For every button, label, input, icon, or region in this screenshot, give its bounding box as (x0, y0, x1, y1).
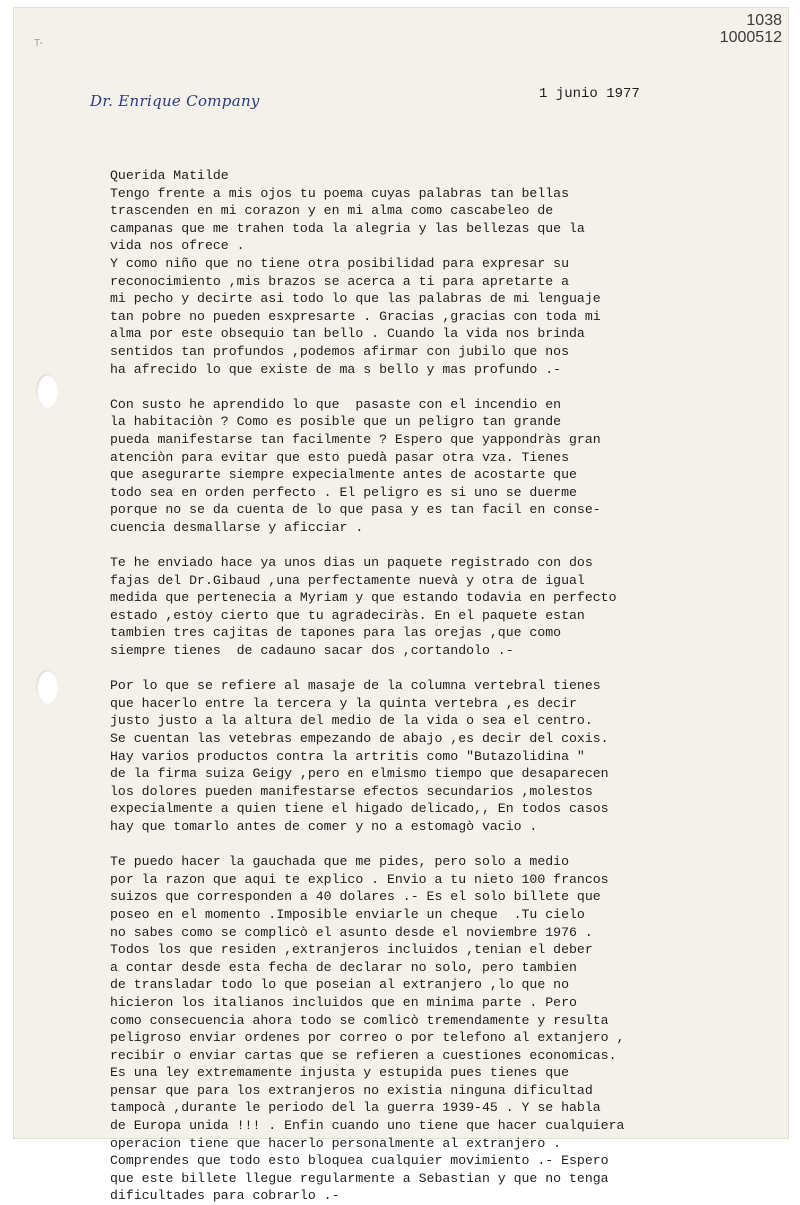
text-line: que este billete llegue regularmente a Sebastian y que no tenga (110, 1170, 609, 1186)
text-line: reconocimiento ,mis brazos se acerca a ti para apretarte a (110, 273, 569, 289)
text-line: Es una ley extremamente injusta y estupida pues tienes que (110, 1065, 569, 1081)
punch-hole-top (36, 374, 58, 408)
text-line: Con susto he aprendido lo que pasaste con el incendio en (110, 396, 562, 412)
text-line: de transladar todo lo que poseian al extranjero ,lo que no (110, 977, 569, 993)
paragraph (110, 167, 780, 378)
text-line: tampocà ,durante le periodo del la guerra 1939-45 . Y se habla (110, 1100, 601, 1116)
text-line: que hacerlo entre la tercera y la quinta vertebra ,es decir (110, 695, 577, 711)
text-line: operacion tiene que hacerlo personalmente al extranjero . (110, 1135, 562, 1151)
corner-pencil-mark: T- (34, 38, 43, 49)
text-line: como consecuencia ahora todo se comlicò tremendamente y resulta (110, 1012, 609, 1028)
punch-hole-bottom (36, 670, 58, 704)
text-line: de Europa unida !!! . Enfin cuando uno tiene que hacer cualquiera (110, 1118, 625, 1134)
text-line: a contar desde esta fecha de declarar no solo, pero tambien (110, 959, 577, 975)
text-line: Te he enviado hace ya unos dias un paquete registrado con dos (110, 555, 593, 571)
letterhead-signature: Dr. Enrique Company (90, 92, 260, 110)
text-line: trascenden en mi corazon y en mi alma como cascabeleo de (110, 203, 554, 219)
text-line: por la razon que aqui te explico . Envio a tu nieto 100 francos (110, 871, 609, 887)
text-line: la habitaciòn ? Como es posible que un peligro tan grande (110, 414, 562, 430)
text-line: estado ,estoy cierto que tu agradeciràs. En el paquete estan (110, 607, 585, 623)
text-line: Y como niño que no tiene otra posibilidad para expresar su (110, 255, 569, 271)
text-line: de la firma suiza Geigy ,pero en elmismo tiempo que desaparecen (110, 766, 609, 782)
paragraph-gap (110, 836, 780, 854)
text-line: campanas que me trahen toda la alegria y las bellezas que la (110, 220, 585, 236)
letter-body (110, 167, 780, 1205)
text-line: suizos que corresponden a 40 dolares .- Es el solo billete que (110, 889, 601, 905)
paragraph-gap (110, 378, 780, 396)
text-line: vida nos ofrece . (110, 238, 245, 254)
text-line: poseo en el momento .Imposible enviarle un cheque .Tu cielo (110, 906, 585, 922)
text-line: hicieron los italianos incluidos que en minima parte . Pero (110, 994, 577, 1010)
letter-page (14, 8, 788, 1204)
text-line: Se cuentan las vetebras empezando de abajo ,es decir del coxis. (110, 731, 609, 746)
text-line: no sabes como se complicò el asunto desde el noviembre 1976 . (110, 924, 593, 940)
text-line: tan pobre no pueden esxpresarte . Gracias ,gracias con toda mi (110, 308, 601, 324)
text-line: expecialmente a quien tiene el higado delicado,, En todos casos (110, 801, 609, 817)
text-line: Querida Matilde (110, 168, 229, 183)
archive-code-line: 1038 (746, 12, 782, 29)
paragraph-gap (110, 660, 780, 678)
text-line: Tengo frente a mis ojos tu poema cuyas palabras tan bellas (110, 185, 569, 201)
text-line: todo sea en orden perfecto . El peligro es si uno se duerme (110, 484, 577, 500)
text-line: Hay varios productos contra la artritis como "Butazolidina " (110, 748, 585, 764)
letter-date: 1 junio 1977 (539, 86, 640, 102)
archive-code-line: 1000512 (719, 29, 782, 46)
text-line: Por lo que se refiere al masaje de la columna vertebral tienes (110, 678, 601, 694)
text-line: hay que tomarlo antes de comer y no a estomagò vacio . (110, 818, 538, 834)
text-line: pueda manifestarse tan facilmente ? Espero que yappondràs gran (110, 431, 601, 447)
text-line: pensar que para los extranjeros no existia ninguna dificultad (110, 1082, 593, 1098)
paragraph (110, 554, 780, 660)
text-line: ha afrecido lo que existe de ma s bello y mas profundo .- (110, 361, 562, 377)
text-line: dificultades para cobrarlo .- (110, 1188, 340, 1204)
paragraph (110, 677, 780, 835)
text-line: peligroso enviar ordenes por correo o por telefono al extanjero , (110, 1030, 625, 1046)
text-line: justo justo a la altura del medio de la vida o sea el centro. (110, 713, 593, 729)
text-line: recibir o enviar cartas que se refieren a cuestiones economicas. (110, 1047, 617, 1063)
paragraph-gap (110, 536, 780, 554)
text-line: Todos los que residen ,extranjeros incluidos ,tenian el deber (110, 942, 593, 958)
text-line: siempre tienes de cadauno sacar dos ,cortandolo .- (110, 643, 514, 659)
text-line: Comprendes que todo esto bloquea cualquier movimiento .- Espero (110, 1153, 609, 1169)
text-line: porque no se da cuenta de lo que pasa y es tan facil en conse- (110, 502, 601, 518)
text-line: los dolores pueden manifestarse efectos secundarios ,molestos (110, 783, 593, 799)
archive-code (720, 12, 782, 46)
paragraph (110, 853, 780, 1205)
paragraph (110, 396, 780, 537)
text-line: tambien tres cajitas de tapones para las orejas ,que como (110, 625, 562, 641)
text-line: alma por este obsequio tan bello . Cuando la vida nos brinda (110, 326, 585, 342)
text-line: medida que pertenecia a Myriam y que estando todavia en perfecto (110, 590, 617, 606)
text-line: fajas del Dr.Gibaud ,una perfectamente nuevà y otra de igual (110, 572, 585, 588)
text-line: mi pecho y decirte asi todo lo que las palabras de mi lenguaje (110, 291, 601, 307)
text-line: Te puedo hacer la gauchada que me pides, pero solo a medio (110, 854, 569, 870)
text-line: que asegurarte siempre expecialmente antes de acostarte que (110, 467, 577, 483)
text-line: cuencia desmallarse y aficciar . (110, 519, 364, 535)
text-line: atenciòn para evitar que esto puedà pasar otra vza. Tienes (110, 449, 569, 465)
text-line: sentidos tan profundos ,podemos afirmar con jubilo que nos (110, 343, 569, 359)
